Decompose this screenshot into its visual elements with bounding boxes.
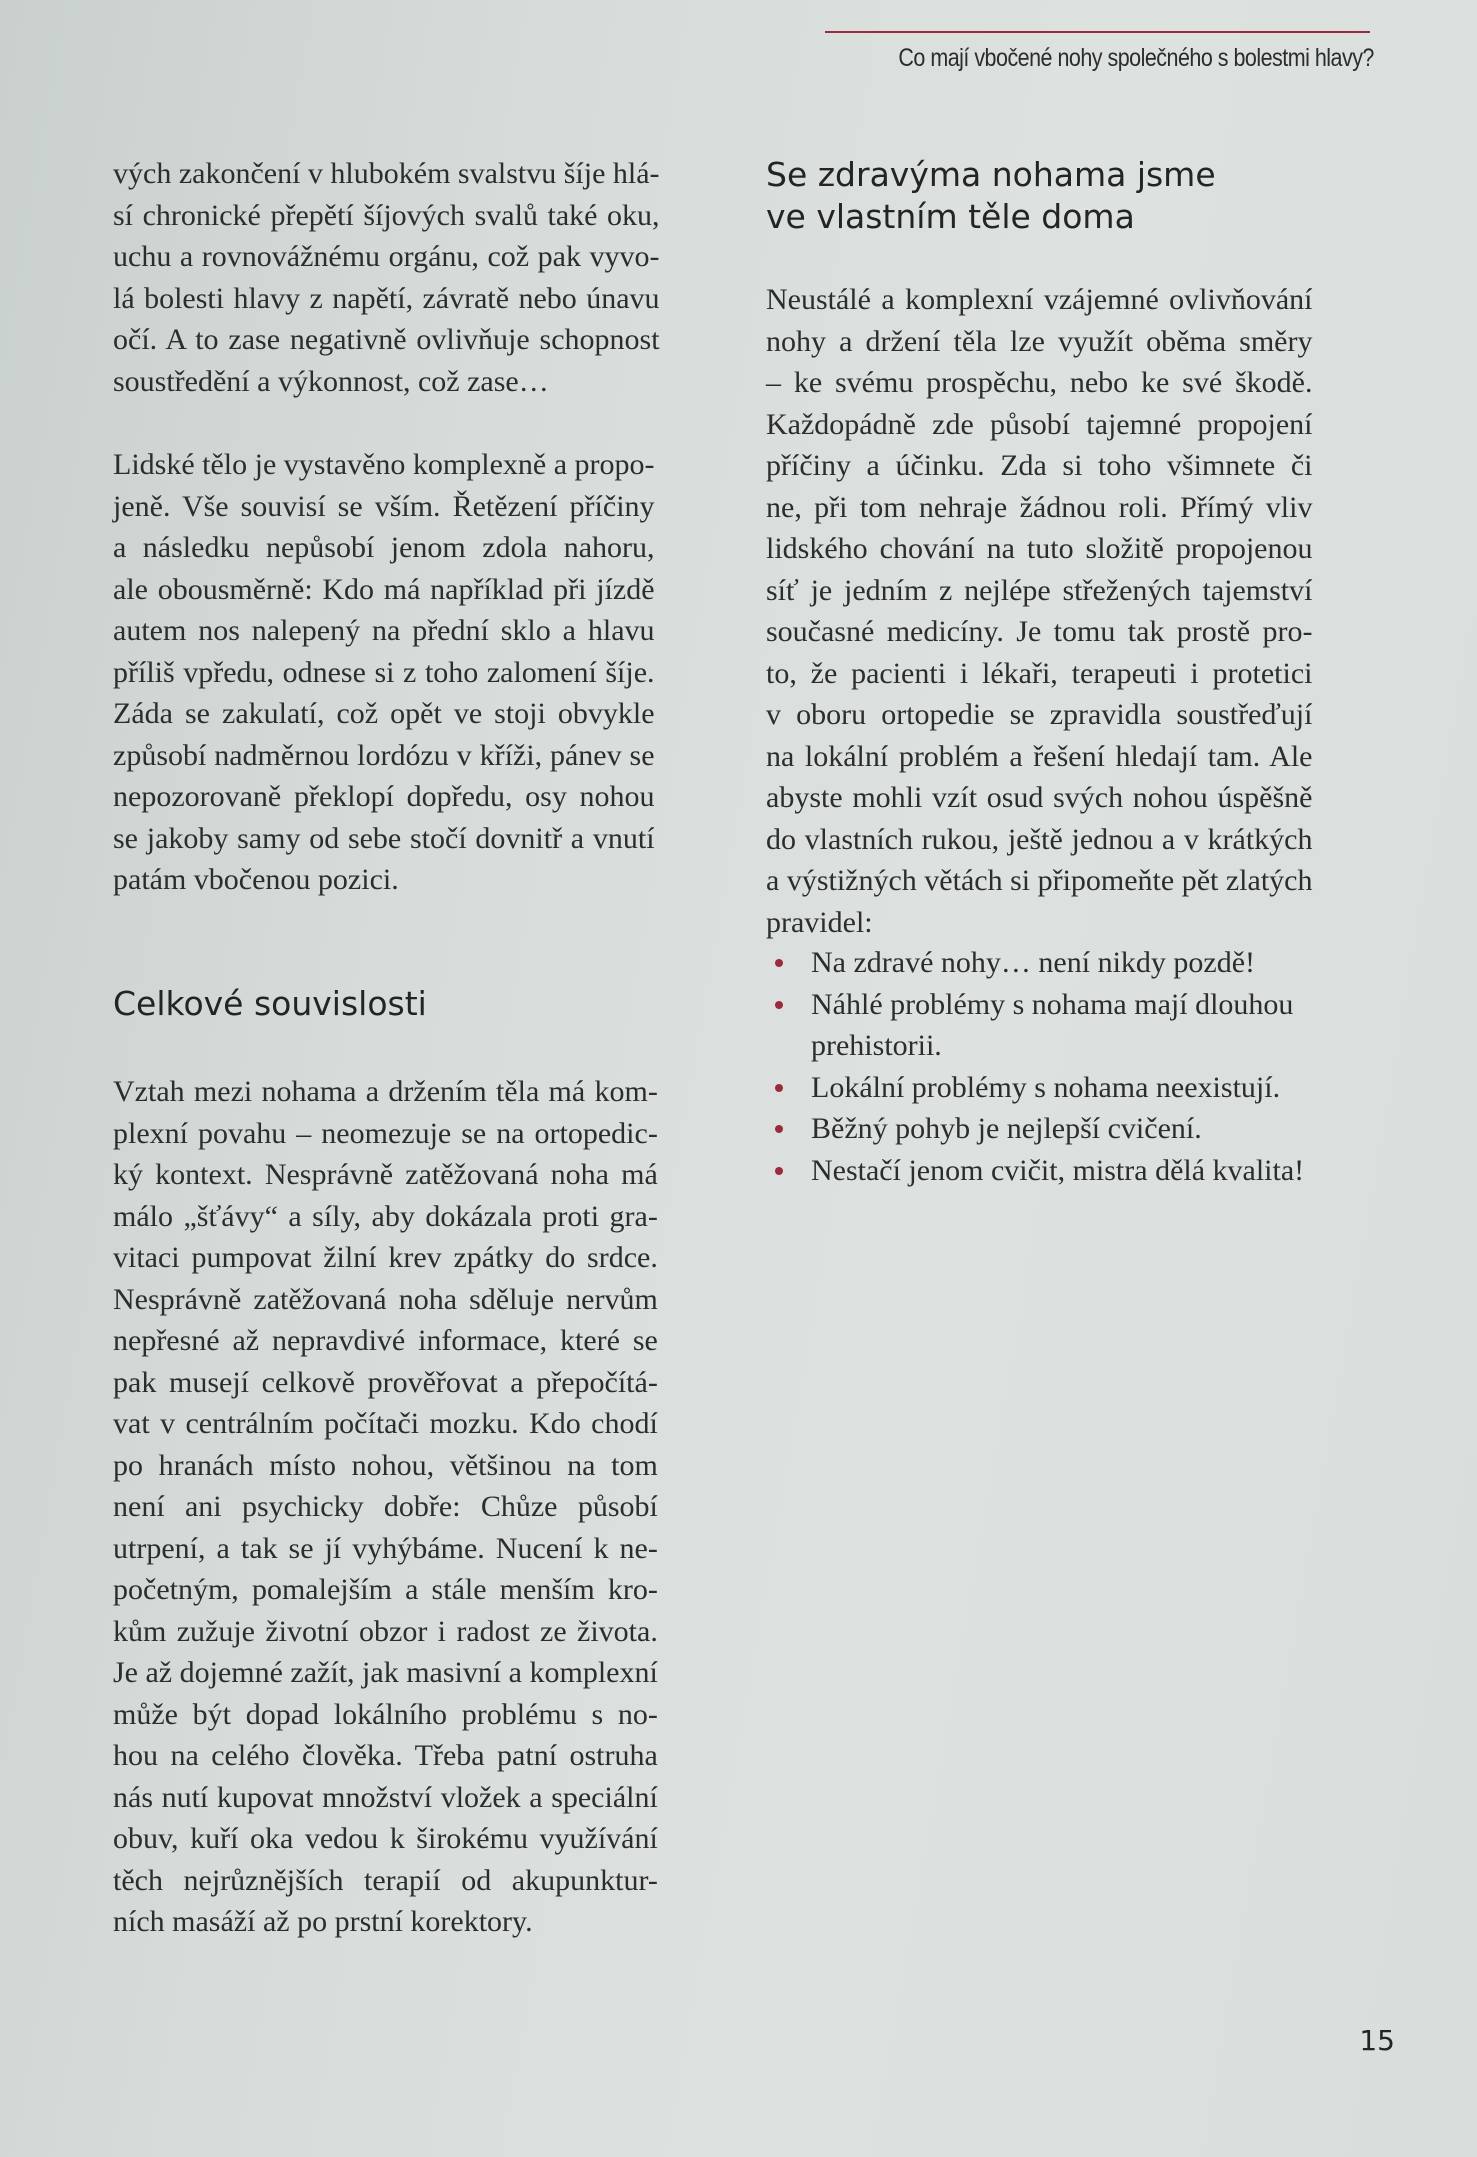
text-line: Každopádně zde působí tajemné propojení [766,407,1313,441]
text-line: to, že pacienti i lékaři, terapeuti i protetici [766,656,1313,690]
list-item [766,1108,1406,1150]
text-line: uchu a rovnovážnému orgánu, což pak vyvo- [113,240,660,273]
text-line: vých zakončení v hlubokém svalstvu šíje hlá- [113,157,660,190]
text-line: obuv, kuří oka vedou k širokému využívání [113,1822,658,1855]
list-item-text: prehistorii. [811,1029,942,1062]
header-rule [825,31,1370,33]
text-line: nepřesné až nepravdivé informace, které se [113,1324,658,1357]
left-paragraph-1 [113,153,660,402]
bullet-dot-icon [775,1084,783,1092]
text-line: příliš vpředu, odnese si z toho zalomení šíje. [113,655,655,689]
right-paragraph-1 [766,279,1312,943]
text-line: na lokální problém a řešení hledají tam. Ale [766,739,1313,773]
golden-rules-list [766,942,1406,1191]
text-line: pravidel: [766,905,873,939]
text-line: patám vbočenou pozici. [113,863,399,896]
text-line: Neustálé a komplexní vzájemné ovlivňování [766,283,1313,316]
text-line: málo „šťávy“ a síly, aby dokázala proti gra- [113,1199,658,1233]
text-line: autem nos nalepený na přední sklo a hlavu [113,614,655,647]
text-line: do vlastních rukou, ještě jednou a v krátkých [766,822,1313,856]
text-line: – ke svému prospěchu, nebo ke své škodě. [766,366,1313,399]
bullet-dot-icon [775,959,783,967]
bullet-dot-icon [775,1001,783,1009]
text-line: ne, při tom nehraje žádnou roli. Přímý vliv [766,490,1313,524]
text-line: abyste mohli vzít osud svých nohou úspěšně [766,781,1313,814]
text-line: síť je jedním z nejlépe střežených tajemství [766,573,1313,607]
text-line: jeně. Vše souvisí se vším. Řetězení příčiny [113,489,655,523]
text-line: vitaci pumpovat žilní krev zpátky do srdce. [113,1241,658,1274]
bullet-dot-icon [775,1125,783,1133]
text-line: může být dopad lokálního problému s no- [113,1697,658,1731]
text-line: nepozorovaně překlopí dopředu, osy nohou [113,780,655,813]
text-line: plexní povahu – neomezuje se na ortopedic- [113,1116,658,1150]
text-line: nohy a držení těla lze využít oběma směry [766,324,1313,358]
text-line: není ani psychicky dobře: Chůze působí [113,1490,658,1523]
list-item-text: Náhlé problémy s nohama mají dlouhou [811,987,1294,1021]
text-line: Záda se zakulatí, což opět ve stoji obvykle [113,697,655,730]
text-line: Je až dojemné zažít, jak masivní a komplexní [113,1656,658,1689]
heading-line: ve vlastním těle doma [766,197,1135,236]
list-item [766,1067,1406,1109]
list-item-text: Lokální problémy s nohama neexistují. [811,1070,1281,1104]
list-item [766,1150,1406,1192]
list-item-text: Nestačí jenom cvičit, mistra dělá kvalita! [811,1153,1305,1187]
text-line: ale obousměrně: Kdo má například při jízdě [113,572,655,606]
page-number: 15 [1359,2024,1395,2057]
text-line: současné medicíny. Je tomu tak prostě pro- [766,615,1313,648]
text-line: lá bolesti hlavy z napětí, závratě nebo únavu [113,281,660,315]
text-line: početným, pomalejším a stále menším kro- [113,1573,658,1606]
text-line: a výstižných větách si připomeňte pět zlatých [766,864,1313,897]
text-line: nás nutí kupovat množství vložek a speciální [113,1780,658,1814]
text-line: způsobí nadměrnou lordózu v kříži, pánev se [113,738,655,772]
text-line: Lidské tělo je vystavěno komplexně a propo- [113,448,655,481]
left-paragraph-3 [113,1071,658,1943]
list-item [766,942,1406,984]
text-line: utrpení, a tak se jí vyhýbáme. Nucení k ne- [113,1531,658,1565]
text-line: Vztah mezi nohama a držením těla má kom- [113,1075,658,1108]
text-line: kům zužuje životní obzor i radost ze života. [113,1614,658,1648]
text-line: pak musejí celkově prověřovat a přepočítá- [113,1365,658,1399]
text-line: po hranách místo nohou, většinou na tom [113,1448,658,1482]
running-header: Co mají vbočené nohy společného s bolestmi hlavy? [898,44,1374,72]
text-line: a následku nepůsobí jenom zdola nahoru, [113,531,655,564]
section-heading-se-zdravyma-nohama [766,154,1216,238]
text-line: příčiny a účinku. Zda si toho všimnete či [766,449,1313,482]
left-paragraph-2 [113,444,655,901]
heading-line: Se zdravýma nohama jsme [766,155,1216,194]
text-line: očí. A to zase negativně ovlivňuje schopnost [113,323,660,356]
text-line: sí chronické přepětí šíjových svalů také oku, [113,198,660,232]
text-line: v oboru ortopedie se zpravidla soustřeďují [766,698,1313,731]
section-heading-celkove-souvislosti: Celkové souvislosti [113,984,427,1023]
text-line: soustředění a výkonnost, což zase… [113,364,549,398]
bullet-dot-icon [775,1167,783,1175]
list-item-text: Běžný pohyb je nejlepší cvičení. [811,1112,1202,1145]
list-item [766,984,1406,1067]
text-line: ký kontext. Nesprávně zatěžovaná noha má [113,1158,658,1191]
text-line: lidského chování na tuto složitě propojenou [766,532,1313,565]
text-line: Nesprávně zatěžovaná noha sděluje nervům [113,1282,658,1316]
text-line: hou na celého člověka. Třeba patní ostruha [113,1739,658,1772]
text-line: ních masáží až po prstní korektory. [113,1905,533,1938]
text-line: vat v centrálním počítači mozku. Kdo chodí [113,1407,658,1440]
text-line: těch nejrůznějších terapií od akupunktur- [113,1863,658,1897]
text-line: se jakoby samy od sebe stočí dovnitř a vnutí [113,821,655,855]
list-item-text: Na zdravé nohy… není nikdy pozdě! [811,946,1256,979]
